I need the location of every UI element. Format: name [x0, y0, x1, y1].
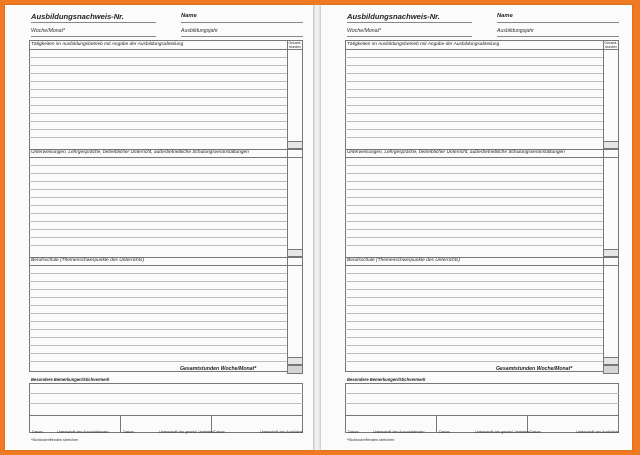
writing-line[interactable] [345, 245, 603, 246]
writing-line[interactable] [345, 281, 603, 282]
writing-line[interactable] [29, 245, 287, 246]
signature-divider [436, 415, 437, 433]
writing-line[interactable] [345, 165, 603, 166]
form-page-left [5, 5, 313, 450]
book-gutter [313, 5, 321, 450]
writing-line[interactable] [29, 281, 287, 282]
writing-line[interactable] [29, 361, 287, 362]
stunden-column-header: Gesamt- stunden [604, 41, 618, 49]
name-line[interactable] [497, 22, 619, 23]
section-taetigkeiten-header-rule [345, 49, 619, 50]
writing-line[interactable] [29, 173, 287, 174]
writing-line[interactable] [345, 305, 603, 306]
ausbildungsjahr-label: Ausbildungsjahr [181, 28, 218, 34]
signature-datum-label: Datum [32, 430, 43, 434]
writing-line[interactable] [345, 329, 603, 330]
writing-line[interactable] [29, 205, 287, 206]
woche-monat-label: Woche/Monat* [31, 28, 66, 34]
ausbildungsjahr-line[interactable] [181, 36, 303, 37]
signature-ausbilder-label[interactable]: Unterschrift des Ausbilders [260, 430, 303, 434]
signature-divider [120, 415, 121, 433]
bemerkungen-rule [345, 393, 619, 394]
section-unterweisungen-label: Unterweisungen, Lehrgespräche, betrieblicher Unterricht, außerbetriebliche Schulungsveranstaltungen [347, 150, 565, 155]
writing-line[interactable] [29, 181, 287, 182]
woche-monat-line[interactable] [31, 36, 156, 37]
writing-line[interactable] [345, 213, 603, 214]
signature-datum-label: Datum [123, 430, 134, 434]
stunden-subtotal-taetigkeiten[interactable] [603, 141, 619, 149]
writing-line[interactable] [29, 65, 287, 66]
writing-line[interactable] [29, 129, 287, 130]
writing-line[interactable] [29, 81, 287, 82]
form-page-right [321, 5, 632, 450]
signature-datum-label: Datum [530, 430, 541, 434]
writing-line[interactable] [345, 105, 603, 106]
writing-line[interactable] [345, 129, 603, 130]
writing-line[interactable] [29, 165, 287, 166]
bemerkungen-rule [345, 403, 619, 404]
title-number-line[interactable] [31, 22, 156, 23]
section-berufsschule-header-rule [345, 265, 619, 266]
signature-auszubildender-label[interactable]: Unterschrift des Auszubildenden [57, 430, 109, 434]
signature-datum-label: Datum [348, 430, 359, 434]
writing-line[interactable] [345, 181, 603, 182]
writing-line[interactable] [345, 121, 603, 122]
writing-line[interactable] [345, 205, 603, 206]
bemerkungen-label: Besondere Bemerkungen/Stichvermerk [31, 377, 110, 382]
section-berufsschule-header-rule [29, 265, 303, 266]
writing-line[interactable] [345, 189, 603, 190]
writing-line[interactable] [29, 329, 287, 330]
section-unterweisungen-header-rule [345, 157, 619, 158]
ausbildungsjahr-line[interactable] [497, 36, 619, 37]
stunden-subtotal-unterweisungen[interactable] [603, 249, 619, 257]
signature-vertreter-label[interactable]: Unterschrift des gesetzl. Vertreters [475, 430, 531, 434]
woche-monat-label: Woche/Monat* [347, 28, 382, 34]
writing-line[interactable] [29, 113, 287, 114]
signature-datum-label: Datum [439, 430, 450, 434]
section-unterweisungen-label: Unterweisungen, Lehrgespräche, betrieblicher Unterricht, außerbetriebliche Schulungsveranstaltungen [31, 150, 249, 155]
writing-line[interactable] [345, 197, 603, 198]
stunden-subtotal-taetigkeiten[interactable] [287, 141, 303, 149]
bemerkungen-label: Besondere Bemerkungen/Stichvermerk [347, 377, 426, 382]
writing-line[interactable] [345, 345, 603, 346]
writing-line[interactable] [29, 221, 287, 222]
writing-line[interactable] [29, 305, 287, 306]
gesamtstunden-label: Gesamtstunden Woche/Monat* [180, 366, 257, 372]
writing-line[interactable] [29, 105, 287, 106]
form-title: Ausbildungsnachweis-Nr. [31, 12, 124, 21]
writing-line[interactable] [29, 189, 287, 190]
writing-line[interactable] [345, 81, 603, 82]
signature-row-top-rule [345, 415, 619, 416]
writing-line[interactable] [345, 229, 603, 230]
section-taetigkeiten-label: Tätigkeiten im Ausbildungsbetrieb mit Angabe der Ausbildungsabteilung [347, 42, 500, 47]
writing-line[interactable] [345, 337, 603, 338]
writing-line[interactable] [345, 237, 603, 238]
writing-line[interactable] [29, 273, 287, 274]
writing-line[interactable] [345, 313, 603, 314]
writing-line[interactable] [29, 73, 287, 74]
bemerkungen-box[interactable] [29, 383, 303, 433]
gesamtstunden-field[interactable] [603, 365, 619, 374]
title-number-line[interactable] [347, 22, 472, 23]
section-unterweisungen-header-rule [29, 157, 303, 158]
writing-line[interactable] [29, 197, 287, 198]
woche-monat-line[interactable] [347, 36, 472, 37]
writing-line[interactable] [345, 97, 603, 98]
bemerkungen-rule [29, 403, 303, 404]
section-taetigkeiten-label: Tätigkeiten im Ausbildungsbetrieb mit Angabe der Ausbildungsabteilung [31, 42, 184, 47]
writing-line[interactable] [345, 273, 603, 274]
writing-line[interactable] [345, 353, 603, 354]
writing-line[interactable] [29, 121, 287, 122]
signature-ausbilder-label[interactable]: Unterschrift des Ausbilders [576, 430, 619, 434]
bemerkungen-box[interactable] [345, 383, 619, 433]
writing-line[interactable] [345, 65, 603, 66]
name-label: Name [181, 13, 197, 19]
signature-datum-label: Datum [214, 430, 225, 434]
writing-line[interactable] [345, 89, 603, 90]
stunden-column-divider [603, 40, 604, 372]
writing-line[interactable] [29, 137, 287, 138]
writing-line[interactable] [29, 337, 287, 338]
writing-line[interactable] [29, 289, 287, 290]
writing-line[interactable] [29, 237, 287, 238]
writing-line[interactable] [29, 297, 287, 298]
name-line[interactable] [181, 22, 303, 23]
writing-line[interactable] [29, 97, 287, 98]
writing-line[interactable] [345, 57, 603, 58]
signature-auszubildender-label[interactable]: Unterschrift des Auszubildenden [373, 430, 425, 434]
writing-line[interactable] [345, 297, 603, 298]
form-title: Ausbildungsnachweis-Nr. [347, 12, 440, 21]
writing-line[interactable] [345, 173, 603, 174]
gesamtstunden-field[interactable] [287, 365, 303, 374]
writing-line[interactable] [29, 57, 287, 58]
writing-line[interactable] [345, 73, 603, 74]
writing-line[interactable] [29, 353, 287, 354]
bemerkungen-rule [29, 393, 303, 394]
gesamtstunden-label: Gesamtstunden Woche/Monat* [496, 366, 573, 372]
writing-line[interactable] [29, 313, 287, 314]
writing-line[interactable] [345, 137, 603, 138]
writing-line[interactable] [345, 221, 603, 222]
name-label: Name [497, 13, 513, 19]
writing-line[interactable] [29, 345, 287, 346]
stunden-column-divider [287, 40, 288, 372]
signature-row-top-rule [29, 415, 303, 416]
stunden-subtotal-berufsschule[interactable] [603, 357, 619, 365]
writing-line[interactable] [29, 229, 287, 230]
section-taetigkeiten-header-rule [29, 49, 303, 50]
footnote: *Nichtzutreffendes streichen [347, 438, 395, 442]
writing-line[interactable] [345, 361, 603, 362]
writing-line[interactable] [345, 289, 603, 290]
writing-line[interactable] [29, 321, 287, 322]
section-berufsschule-label: Berufsschule (Themenschwerpunkte des Unterrichts) [347, 258, 461, 263]
stunden-subtotal-berufsschule[interactable] [287, 357, 303, 365]
writing-line[interactable] [29, 89, 287, 90]
stunden-column-header: Gesamt- stunden [288, 41, 302, 49]
writing-line[interactable] [345, 321, 603, 322]
section-berufsschule-label: Berufsschule (Themenschwerpunkte des Unterrichts) [31, 258, 145, 263]
writing-line[interactable] [345, 113, 603, 114]
stunden-subtotal-unterweisungen[interactable] [287, 249, 303, 257]
footnote: *Nichtzutreffendes streichen [31, 438, 79, 442]
writing-line[interactable] [29, 213, 287, 214]
ausbildungsjahr-label: Ausbildungsjahr [497, 28, 534, 34]
signature-vertreter-label[interactable]: Unterschrift des gesetzl. Vertreters [159, 430, 215, 434]
